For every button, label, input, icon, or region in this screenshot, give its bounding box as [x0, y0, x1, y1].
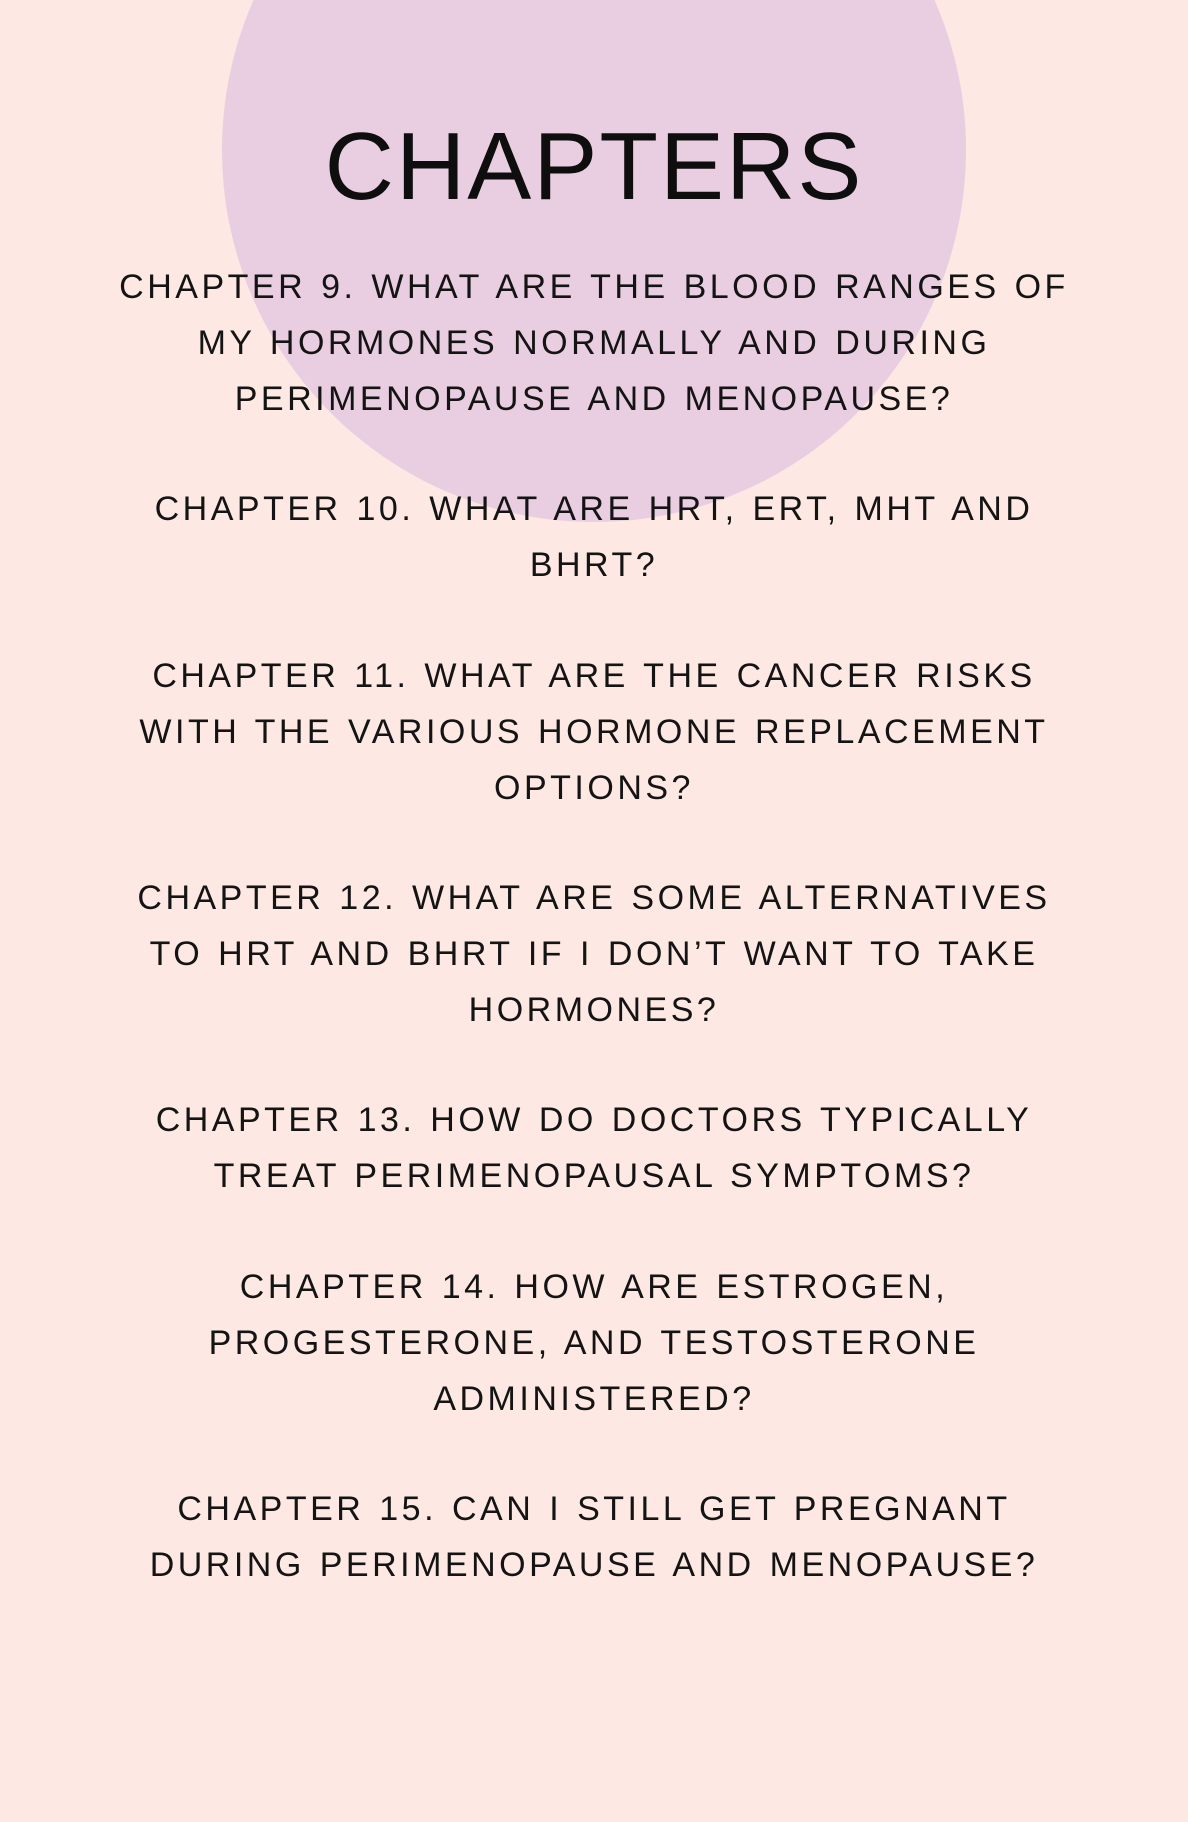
chapter-15-line-1: CHAPTER 15. CAN I STILL GET PREGNANT [177, 1490, 1011, 1528]
chapter-11-line-1: CHAPTER 11. WHAT ARE THE CANCER RISKS [152, 657, 1036, 695]
chapter-9-line-2: MY HORMONES NORMALLY AND DURING [197, 324, 991, 362]
chapter-10-entry [110, 481, 1078, 593]
chapter-15-line-2: DURING PERIMENOPAUSE AND MENOPAUSE? [149, 1546, 1039, 1584]
chapter-9-line-1: CHAPTER 9. WHAT ARE THE BLOOD RANGES OF [119, 268, 1069, 306]
chapter-12-line-3: HORMONES? [468, 991, 720, 1029]
chapter-12-line-1: CHAPTER 12. WHAT ARE SOME ALTERNATIVES [137, 879, 1051, 917]
page-title: CHAPTERS [324, 113, 864, 221]
chapter-11-entry [110, 648, 1078, 816]
chapter-14-line-1: CHAPTER 14. HOW ARE ESTROGEN, [239, 1268, 949, 1306]
chapter-10-line-1: CHAPTER 10. WHAT ARE HRT, ERT, MHT AND [154, 490, 1034, 528]
chapter-9-line-3: PERIMENOPAUSE AND MENOPAUSE? [234, 380, 954, 418]
chapter-13-line-2: TREAT PERIMENOPAUSAL SYMPTOMS? [213, 1157, 975, 1195]
chapter-15-entry [110, 1481, 1078, 1593]
chapter-13-entry [110, 1092, 1078, 1204]
chapter-14-line-2: PROGESTERONE, AND TESTOSTERONE [208, 1324, 980, 1362]
chapter-12-line-2: TO HRT AND BHRT IF I DON’T WANT TO TAKE [149, 935, 1039, 973]
chapter-10-line-2: BHRT? [529, 546, 659, 584]
chapter-9-entry [110, 259, 1078, 427]
chapter-13-line-1: CHAPTER 13. HOW DO DOCTORS TYPICALLY [155, 1101, 1033, 1139]
chapter-14-entry [110, 1259, 1078, 1427]
chapter-11-line-2: WITH THE VARIOUS HORMONE REPLACEMENT [139, 713, 1049, 751]
chapter-14-line-3: ADMINISTERED? [433, 1380, 755, 1418]
chapter-11-line-3: OPTIONS? [494, 769, 694, 807]
chapter-12-entry [110, 870, 1078, 1038]
